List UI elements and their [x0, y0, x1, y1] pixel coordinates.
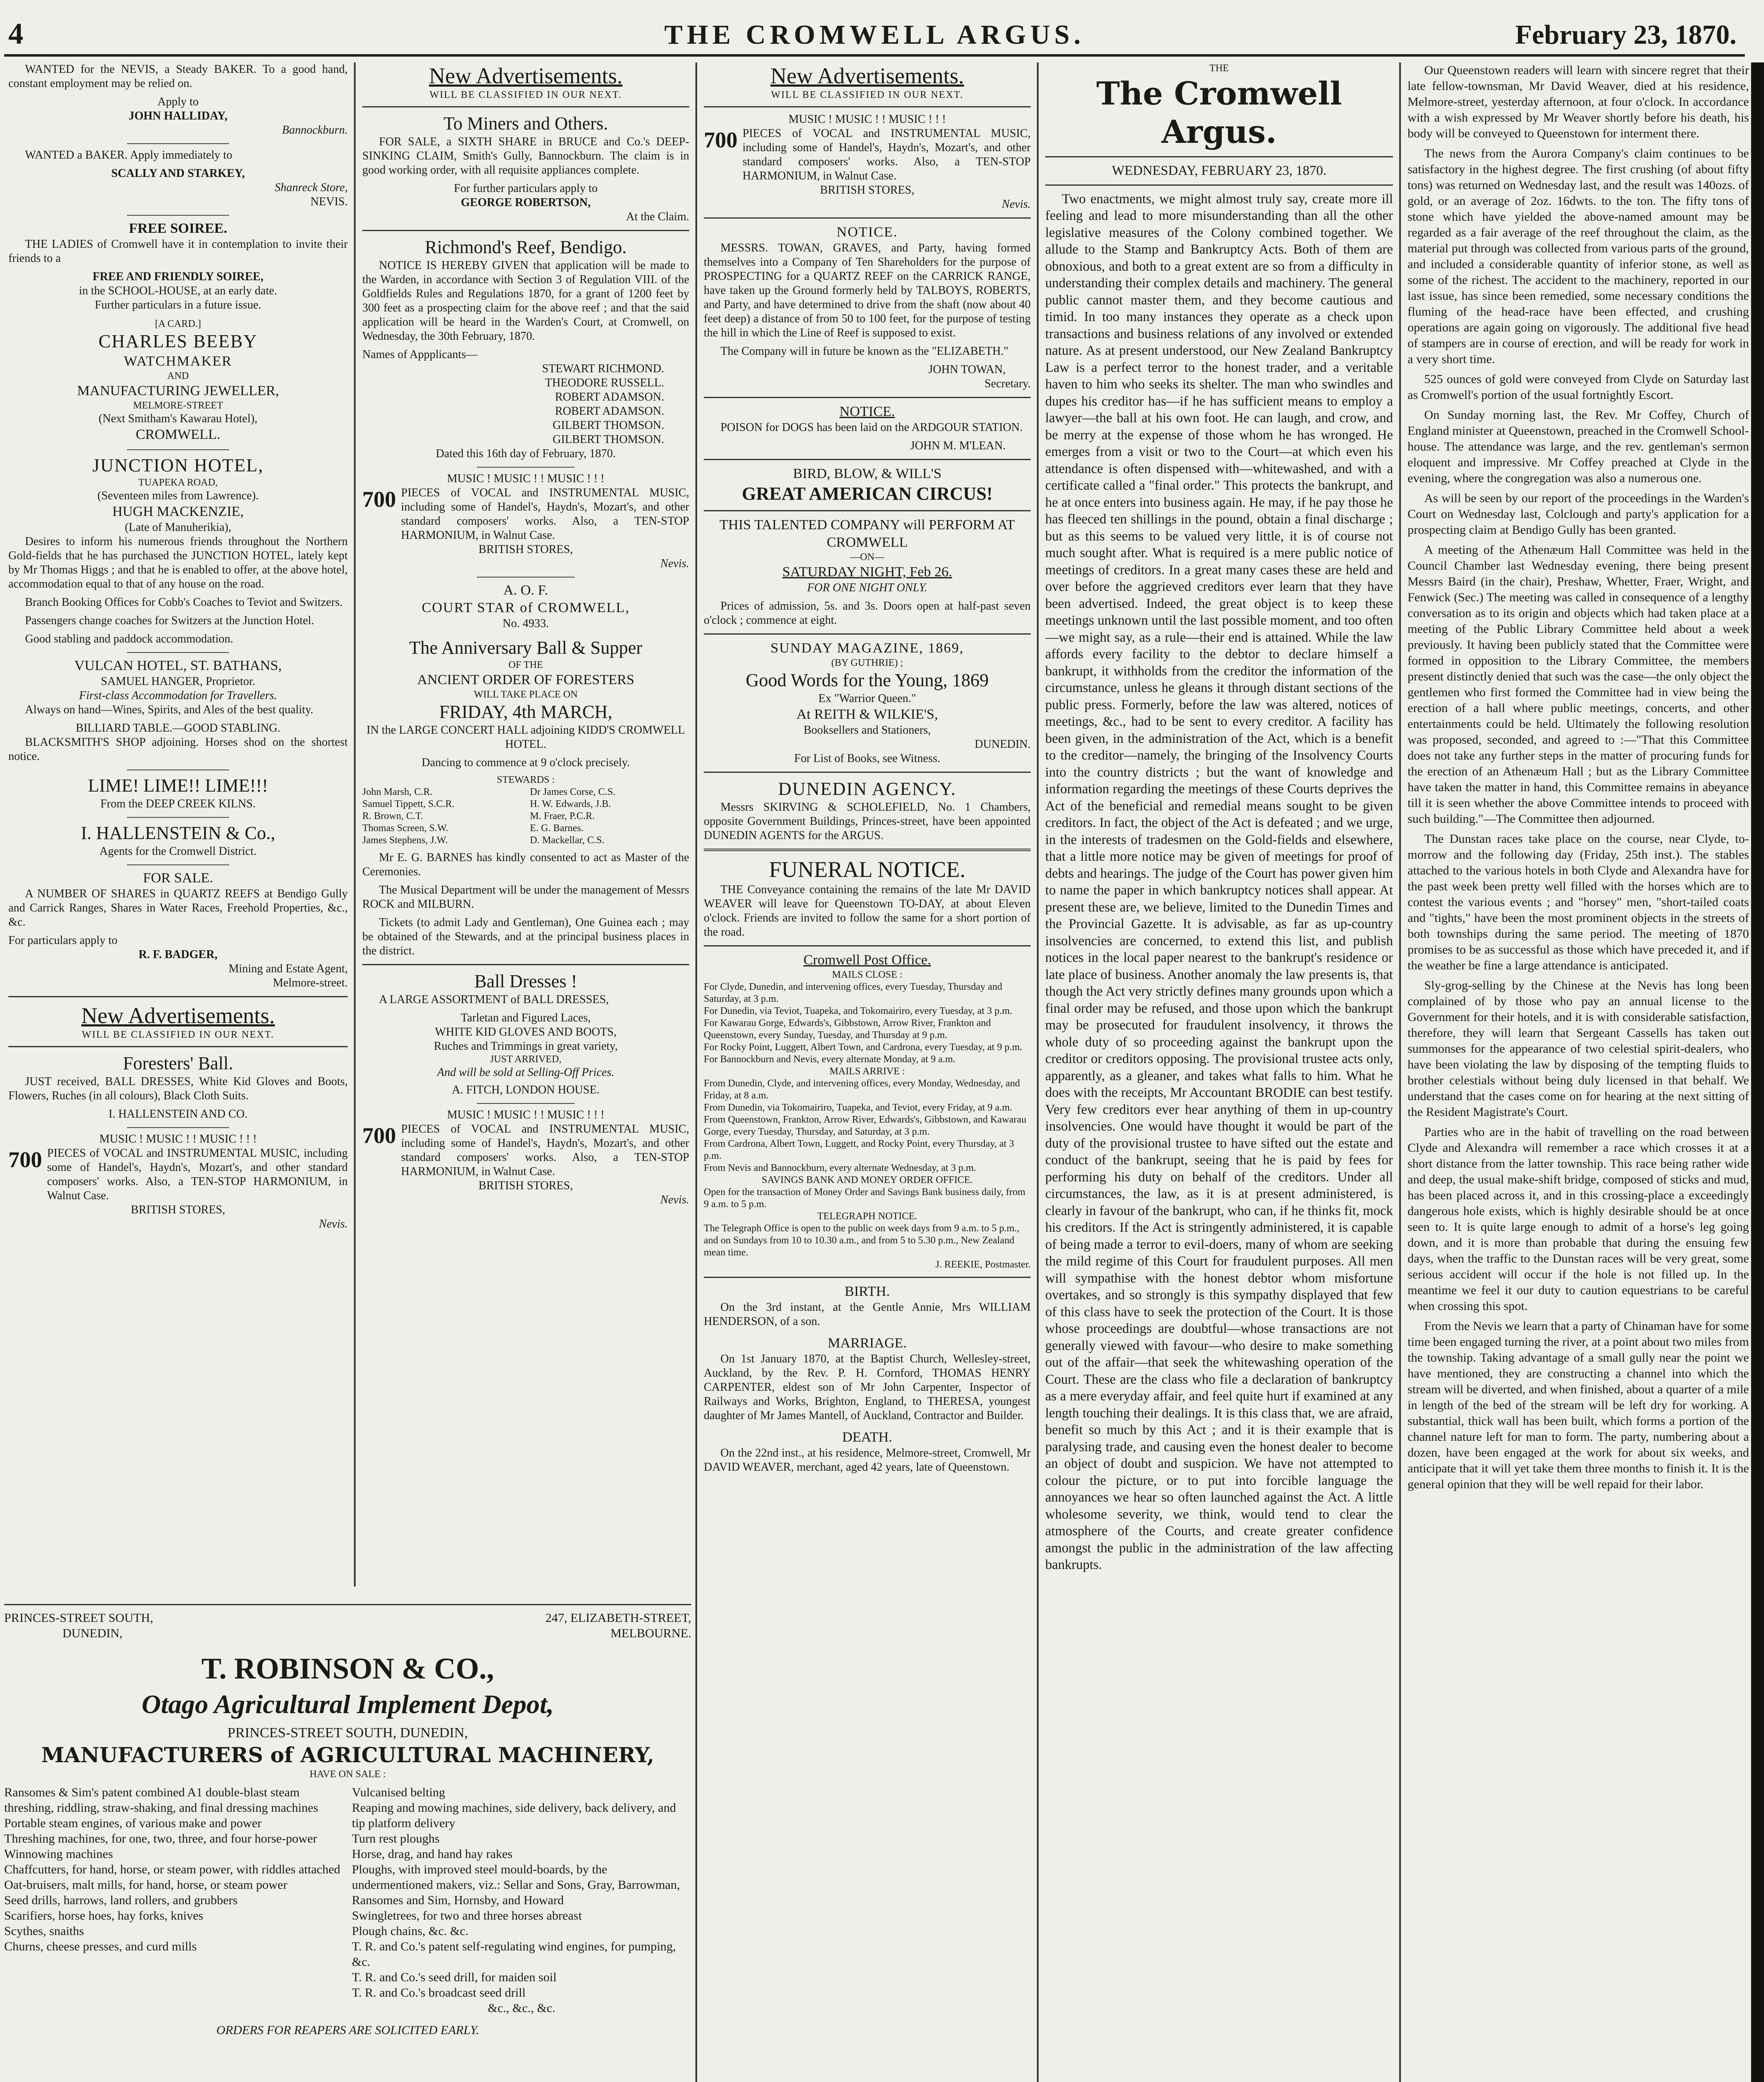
- ad-heading: Richmond's Reef, Bendigo.: [425, 237, 627, 257]
- ad-name: A. FITCH, LONDON HOUSE.: [452, 1083, 600, 1096]
- ad-text: Good stabling and paddock accommodation.: [25, 633, 233, 645]
- column-rule: [1037, 62, 1039, 2082]
- news-paragraph: The Dunstan races take place on the course, near Clyde, to-morrow and the following day (Friday, 25th inst.). The stables attached to the various hotels in both Clyde and Alexandra have for the past week been pretty well filled with the horses which are to contest the various events ; and "horsey" men, "short-tailed coats and "tights," have been the most prominent objects in the streets of both townships during the same period. The meeting of 1870 promises to be as successful as those which have preceded it, and if the weather be fine a large attendance is anticipated.: [1408, 832, 1749, 972]
- ad-line: Booksellers and Stationers,: [803, 724, 931, 737]
- mail-line: From Cardrona, Albert Town, Luggett, and Rocky Point, every Thursday, at 3 p.m.: [704, 1138, 1014, 1161]
- card-label: [A CARD.]: [155, 319, 201, 329]
- section-subheading: WILL BE CLASSIFIED IN OUR NEXT.: [82, 1029, 274, 1040]
- ad-text: Always on hand—Wines, Spirits, and Ales of the best quality.: [25, 703, 314, 716]
- ad-text: Tickets (to admit Lady and Gentleman), One Guinea each ; may be obtained of the Stewards, and at the principal business places in the district.: [362, 916, 689, 957]
- address-line: MELBOURNE.: [610, 1626, 691, 1640]
- ad-heading: DEATH.: [842, 1430, 892, 1445]
- ad-place: Shanreck Store,: [274, 181, 348, 194]
- ad-subheading: TELEGRAPH NOTICE.: [817, 1211, 917, 1222]
- product-item: Winnowing machines: [4, 1847, 113, 1861]
- mail-line: Open for the transaction of Money Order and Savings Bank business daily, from 9 a.m. to 5 p.m.: [704, 1187, 1026, 1210]
- ad-heading: CHARLES BEEBY: [98, 331, 258, 351]
- ad-name: BRITISH STORES,: [478, 543, 573, 556]
- product-item: T. R. and Co.'s broadcast seed drill: [352, 1986, 526, 2000]
- ad-line: Secretary.: [984, 377, 1031, 390]
- ad-vulcan: [8, 657, 348, 764]
- mail-line: The Telegraph Office is open to the public on week days from 9 a.m. to 5 p.m., and on Sundays from 10 to 10.30 a.m., and from 5 to 5.30 p.m., New Zealand mean time.: [704, 1223, 1019, 1258]
- ad-name: BRITISH STORES,: [820, 184, 914, 197]
- ad-text: On 1st January 1870, at the Baptist Church, Wellesley-street, Auckland, by the Rev. P. H. Cornford, THOMAS HENRY CARPENTER, eldest son of Mr John Carpenter, Inspector of Railways and Works, Brighton, England, to THERESA, youngest daughter of Mr James Mantell, of Auckland, Contractor and Builder.: [704, 1352, 1031, 1422]
- steward: Dr James Corse, C.S.: [530, 787, 615, 797]
- ad-line: —ON—: [850, 552, 884, 563]
- steward: M. Fraer, P.C.R.: [530, 811, 595, 822]
- ad-line: Further particulars in a future issue.: [95, 299, 262, 311]
- column-rule: [1399, 62, 1401, 2082]
- ad-heading: JUNCTION HOTEL,: [92, 455, 264, 476]
- mail-line: From Dunedin, Clyde, and intervening offices, every Monday, Wednesday, and Friday, at 8 a.m.: [704, 1078, 1020, 1101]
- ad-text: WANTED for the NEVIS, a Steady BAKER. To a good hand, constant employment may be relied on.: [8, 63, 348, 90]
- product-item: Portable steam engines, of various make and power: [4, 1816, 262, 1830]
- ad-anniversary-ball: [362, 637, 689, 958]
- ad-line: ANCIENT ORDER OF FORESTERS: [417, 672, 635, 687]
- ad-place: Nevis.: [1002, 198, 1031, 211]
- ad-line: At the Claim.: [626, 210, 689, 223]
- ad-place: Nevis.: [660, 557, 689, 570]
- steward: John Marsh, C.R.: [362, 787, 433, 797]
- ad-heading: Foresters' Ball.: [123, 1053, 233, 1073]
- ad-text: Mr E. G. BARNES has kindly consented to act as Master of the Ceremonies.: [362, 851, 689, 878]
- ad-line: HAVE ON SALE :: [309, 1769, 386, 1780]
- steward: E. G. Barnes.: [530, 823, 584, 834]
- birth-notice: [704, 1283, 1031, 1329]
- ad-aof: [362, 582, 689, 631]
- product-item: Scythes, snaiths: [4, 1924, 84, 1938]
- column-rule: [354, 62, 356, 1586]
- ad-line: AND: [167, 371, 189, 381]
- section-heading: New Advertisements.: [770, 63, 964, 88]
- ad-text: The Musical Department will be under the management of Messrs ROCK and MILBURN.: [362, 884, 689, 911]
- ad-line: Dancing to commence at 9 o'clock precisely.: [421, 756, 630, 769]
- news-paragraph: A meeting of the Athenæum Hall Committee was held in the Council Chamber last Wednesday evening, there being present Messrs Baird (in the chair), Preshaw, Whetter, Fraer, Wright, and Fenwick (Sec.) The meeting was called in consequence of a lengthy conversation as to its origin and objects which had taken place at a meeting of the Public Library Committee held about a week previously. It having been publicly stated that the Committee were formed in opposition to the Library Committee, the members present distinctly denied that such was the case—the only object the gentlemen who first formed the Committee had in view being the erection of a hall where public meetings, concerts, and other entertainments could be held. Ultimately the following resolution was proposed, seconded, and agreed to :—"That this Committee does not take any further steps in the matter of procuring funds for the erection of an Athenæum Hall ; but as the Library Committee have taken the matter in hand, this Committee remains in abeyance till it is seen whether the above Committee intends to proceed with such building."—The Committee then adjourned.: [1408, 543, 1749, 826]
- ad-line: BILLIARD TABLE.—GOOD STABLING.: [75, 722, 281, 735]
- ad-line: (BY GUTHRIE) ;: [831, 657, 903, 668]
- ad-heading: FUNERAL NOTICE.: [769, 857, 966, 882]
- ad-line: MANUFACTURING JEWELLER,: [77, 383, 279, 398]
- mail-line: For Kawarau Gorge, Edwards's, Gibbstown, Arrow River, Frankton and Queenstown, every Sunday, Tuesday, and Thursday at 9 p.m.: [704, 1018, 991, 1041]
- product-item: T. R. and Co.'s patent self-regulating wind engines, for pumping, &c.: [352, 1940, 676, 1969]
- ad-name: JOHN TOWAN,: [928, 363, 1006, 376]
- product-item: Seed drills, harrows, land rollers, and grubbers: [4, 1893, 238, 1907]
- address-line: PRINCES-STREET SOUTH,: [4, 1611, 153, 1625]
- steward: Thomas Screen, S.W.: [362, 823, 448, 834]
- applicant: GILBERT THOMSON.: [553, 419, 664, 432]
- ad-heading: BIRTH.: [845, 1284, 890, 1299]
- section-subheading: WILL BE CLASSIFIED IN OUR NEXT.: [771, 90, 964, 100]
- ad-line: WILL TAKE PLACE ON: [473, 689, 578, 700]
- editorial-dateline: WEDNESDAY, FEBRUARY 23, 1870.: [1111, 163, 1327, 178]
- ad-place: Nevis.: [660, 1193, 689, 1206]
- news-paragraph: The news from the Aurora Company's claim continues to be satisfactory in the highest degree. The first crushing (of about fifty tons) was returned on Wednesday last, and the result was 140ozs. of gold, or an average of 2oz. 16dwts. to the ton. The fifty tons of stone which have yielded the above-named amount may be regarded as a fair average of the reef throughout the claim, as the material put through was collected from various parts of the ground, and included a considerable quantity of inferior stone, as well as some of the richest. The accident to the machinery, reported in our last issue, has since been remedied, some necessary conditions the fluming of the head-race have been effected, and crushing operations are again going on vigorously. The additional five head of stampers are in course of erection, and will be ready for work in a very short time.: [1408, 147, 1749, 366]
- ad-text: A NUMBER OF SHARES in QUARTZ REEFS at Bendigo Gully and Carrick Ranges, Shares in Water Races, Freehold Properties, &c., &c.: [8, 887, 348, 929]
- product-item: Turn rest ploughs: [352, 1832, 440, 1845]
- product-item: Threshing machines, for one, two, three, and four horse-power: [4, 1832, 317, 1845]
- ad-music: [704, 112, 1031, 212]
- ad-heading: FOR SALE.: [143, 870, 213, 886]
- ad-subheading: MAILS ARRIVE :: [829, 1066, 905, 1077]
- ad-number: 700: [362, 487, 396, 512]
- ad-beeby: [8, 330, 348, 443]
- ad-line: FOR ONE NIGHT ONLY.: [807, 581, 927, 594]
- ad-text: THE Conveyance containing the remains of the late Mr DAVID WEAVER will leave for Queenstown TO-DAY, at about Eleven o'clock. Friends are invited to follow the same for a short portion of the road.: [704, 883, 1031, 939]
- ad-heading: To Miners and Others.: [443, 113, 608, 134]
- ad-text: PIECES of VOCAL and INSTRUMENTAL MUSIC, including some of Handel's, Haydn's, Mozart's, and other standard composers' works. Also, a TEN-STOP HARMONIUM, in Walnut Case.: [47, 1147, 348, 1202]
- ad-sunday-magazine: [704, 640, 1031, 766]
- ad-line: No. 4933.: [502, 617, 549, 630]
- ad-line: WHITE KID GLOVES AND BOOTS,: [435, 1026, 617, 1039]
- masthead: [4, 12, 1745, 57]
- ad-name: BRITISH STORES,: [478, 1179, 573, 1192]
- ad-text: BLACKSMITH'S SHOP adjoining. Horses shod on the shortest notice.: [8, 736, 348, 763]
- ad-text: MESSRS. TOWAN, GRAVES, and Party, having formed themselves into a Company of Ten Shareholders for the purpose of PROSPECTING for a QUARTZ REEF on the CARRICK RANGE, have taken up the Ground formerly held by TALBOYS, ROBERTS, and Party, and have determined to drive from the shaft (now about 40 feet deep) a distance of from 50 to 100 feet, for the purpose of testing the hill in which the Line of Reef is supposed to exist.: [704, 242, 1031, 339]
- ad-music: [362, 1108, 689, 1207]
- ad-junction: [8, 454, 348, 646]
- ad-place: Bannockburn.: [282, 124, 348, 137]
- ad-name: R. F. BADGER,: [138, 948, 218, 961]
- ad-number: 700: [704, 127, 737, 152]
- applicant: GILBERT THOMSON.: [553, 433, 664, 446]
- ad-line: in the SCHOOL-HOUSE, at an early date.: [79, 284, 277, 297]
- ad-name: J. REEKIE, Postmaster.: [935, 1259, 1031, 1270]
- page-number: 4: [8, 17, 23, 50]
- death-notice: [704, 1429, 1031, 1474]
- ad-place: NEVIS.: [310, 195, 348, 208]
- ad-line: Ex "Warrior Queen.": [818, 692, 916, 705]
- ad-soiree: [8, 220, 348, 312]
- ad-name: SCALLY AND STARKEY,: [111, 167, 245, 180]
- ad-heading: COURT STAR of CROMWELL,: [421, 600, 630, 615]
- ad-text: PIECES of VOCAL and INSTRUMENTAL MUSIC, including some of Handel's, Haydn's, Mozart's, and other standard composers' works. Also, a TEN-STOP HARMONIUM, in Walnut Case.: [401, 486, 689, 542]
- ad-heading: MUSIC ! MUSIC ! ! MUSIC ! ! !: [447, 1108, 605, 1121]
- product-item: Horse, drag, and hand hay rakes: [352, 1847, 513, 1861]
- section-heading: New Advertisements.: [429, 63, 623, 88]
- ad-text: Prices of admission, 5s. and 3s. Doors open at half-past seven o'clock ; commence at eight.: [704, 600, 1031, 627]
- ad-heading: GREAT AMERICAN CIRCUS!: [742, 483, 993, 504]
- ad-line: IN the LARGE CONCERT HALL adjoining KIDD'S CROMWELL HOTEL.: [366, 724, 685, 751]
- ad-line: MELMORE-STREET: [133, 400, 223, 411]
- ad-heading: A. O. F.: [503, 583, 548, 598]
- ad-heading: LIME! LIME!! LIME!!!: [88, 775, 268, 796]
- editorial-paragraph: Two enactments, we might almost truly say, create more ill feeling and lead to more misunderstanding than all the other legislative measures of the Colony combined together. We allude to the Stamp and Bankruptcy Acts. Both of them are obnoxious, and both to a great extent are so from a difficulty in understanding their complex details and machinery. The general public cannot master them, and they become cautious and timid. In too many instances they operate as a check upon transactions and business relations of any involved or extended nature. As at present understood, our New Zealand Bankruptcy Law is a perfect terror to the honest trader, and a veritable haven to him who seeks its shelter. The man who swindles and dupes his creditor has—if he has sufficient means to employ a lawyer—the ball at his own foot. He can laugh, and crow, and be merry at the expense of those whom he has wronged. He emerges from a visit or two to the Court—at which even his attendance is often dispensed with—whitewashed, and with a certificate called a "final order." This protects the bankrupt, and he at once enters into business again. He may, if he pay those he has fleeced ten shillings in the pound, obtain a final discharge ; but as this seems to be valued very little, it is of course not much sought after. What is required is a mere public notice of meetings of creditors. In a great many cases these are held and over before the aggrieved creditors ever learn that they have been advertised. Indeed, the great object is to keep these meetings unknown until the last possible moment, and too often—we might say, as a rule—their end is attained. While the law affords every facility to the debtor to declare himself a bankrupt, it withholds from the creditor the information of the circumstance, unless he gleans it through distant sections of the public press. Formerly, before the law was altered, notices of meetings, &c., had to be sent to every creditor. A facility has been given, in the administration of the Act, which is a benefit to the creditor—namely, the bringing of the Insolvency Courts into the country districts ; but the want of knowledge and information regarding the meetings of these Courts deprives the Act of the beneficial and remedial means sought to be given creditors. In fact, the object of the Act is defeated ; and we urge, in the interests of tradesmen on the Gold-fields and elsewhere, that a little more notice may be given of meetings for proof of debts and hearings. The judge of the Court has power given him to name the paper in which bankruptcy notices shall appear. At present these are, we believe, limited to the Dunedin Times and the Provincial Gazette. It is advisable, as far as up-country insolvencies are concerned, to extend this list, and publish notices in the local paper nearest to the bankrupt's residence or late place of business. Another anomaly the law presents is, that though the Act very strictly defines many grounds upon which a final order may be refused, and those upon which the bankrupt may be prosecuted for fraudulent insolvency, it throws the whole duty of so proceeding against the bankrupt upon the creditor or creditors opposing. The provisional trustee acts only, apparently, as a gleaner, and takes what falls to him. What he does with the receipts, Mr Accountant BRODIE can best testify. Very few creditors ever hear anything of them in up-country insolvencies. One would have thought it would be part of the duty of the provisional trustee to have sifted out the estate and conduct of the bankrupt, seeing that he is paid by fees for performing his duty on behalf of the creditors. Under all circumstances, the law, as it is at present administered, is clearly in favour of the bankrupt, who can, if he thinks fit, mock his creditors. If the Act is stringently administered, it is capable of being made a terror to evil-doers, many of whom are seeking the mild regime of this Court for fraudulent purposes. All men will sympathise with the honest debtor whom misfortune overtakes, and so strongly is this sympathy displayed that few of this class have to seek the protection of the Court. It is those whose proceedings are doubtful—whose transactions are not generally viewed with favour—who desire to make something out of the affair—that seek the whitewashing operation of the Court. These are the class who file a declaration of bankruptcy as a mere everyday affair, and feel quite hurt if examined at any length touching their dealings. It is this class that, we are afraid, benefit so much by this Act ; and it is their example that is paralysing trade, and causing even the honest dealer to become an object of doubt and suspicion. We have not attempted to colour the picture, or to put into forcible language the annoyances we hear so often launched against the Act. A little wholesome severity, we think, would tend to clear the atmosphere of the Courts, and create greater confidence amongst the public in the administration of the law affecting bankrupts.: [1045, 191, 1393, 1572]
- news-paragraph: Sly-grog-selling by the Chinese at the Nevis has long been complained of by those who pay an annual license to the Government for their hotels, and it is with considerable satisfaction, therefore, they will learn that Sergeant Cassells has taken out summonses for the appearance of two celestial spirit-dealers, who have been violating the law by disposing of the tempting fluids to brother celestials without being duly licensed in that behalf. We understand that the cases come on for hearing at the next sitting of the Resident Magistrate's Court.: [1408, 979, 1749, 1119]
- ad-line: FREE AND FRIENDLY SOIREE,: [92, 270, 264, 283]
- ad-text: NOTICE IS HEREBY GIVEN that application will be made to the Warden, in accordance with Section 3 of Regulation VIII. of the Goldfields Rules and Regulations 1870, for a grant of 1200 feet by 300 feet as a prospecting claim for the above reef ; and that the said application will be heard in the Warden's Court, at Cromwell, on Wednesday, the 30th February, 1870.: [362, 259, 689, 343]
- news-paragraph: On Sunday morning last, the Rev. Mr Coffey, Church of England minister at Queenstown, preached in the Cromwell School-house. The attendance was large, and the rev. gentleman's sermon eloquent and impressive. Mr Coffey preached at Clyde in the evening, where the congregation was also a numerous one.: [1408, 408, 1749, 485]
- funeral-notice: [704, 856, 1031, 939]
- ad-heading: Otago Agricultural Implement Depot,: [142, 1689, 554, 1719]
- applicant: STEWART RICHMOND.: [542, 362, 664, 375]
- section-heading: New Advertisements.: [81, 1003, 275, 1028]
- ad-heading: Ball Dresses !: [474, 971, 577, 991]
- applicant: THEODORE RUSSELL.: [545, 376, 664, 389]
- page-edge: [1751, 62, 1764, 2082]
- ad-text: A LARGE ASSORTMENT of BALL DRESSES,: [379, 993, 609, 1006]
- ad-line: (Late of Manuherikia),: [125, 521, 232, 534]
- ad-number: 700: [362, 1123, 396, 1148]
- ad-heading: FREE SOIREE.: [129, 221, 227, 236]
- ad-heading: Cromwell Post Office.: [803, 952, 931, 968]
- marriage-notice: [704, 1335, 1031, 1423]
- ad-heading: Good Words for the Young, 1869: [745, 670, 989, 690]
- news-paragraph: As will be seen by our report of the proceedings in the Warden's Court on Wednesday last, Colclough and party's application for a prospecting claim at Bendigo Gully has been granted.: [1408, 491, 1749, 537]
- ad-text: JUST received, BALL DRESSES, White Kid Gloves and Boots, Flowers, Ruches (in all colours), Black Cloth Suits.: [8, 1075, 348, 1102]
- ad-richmond: [362, 236, 689, 461]
- ad-line: Tarletan and Figured Laces,: [461, 1011, 591, 1024]
- ad-line: OF THE: [508, 660, 543, 670]
- news-paragraph: From the Nevis we learn that a party of Chinaman have for some time been engaged turning the river, at a point about two miles from the township. Taking advantage of a small gully near the point we have mentioned, they are constructing a channel into which the stream will be diverted, and when finished, about a quarter of a mile in length of the bed of the stream will be left dry for working. A substantial, thick wall has been built, which forms a portion of the channel nature left for man to form. The party, numbering about a dozen, have been engaged at the work for about six weeks, and anticipate that it will yet take them three months to finish it. It is the general opinion that they will be well repaid for their labor.: [1408, 1319, 1749, 1491]
- ad-heading: NOTICE.: [839, 404, 895, 419]
- ad-text: Desires to inform his numerous friends throughout the Northern Gold-fields that he has purchased the JUNCTION HOTEL, lately kept by Mr Thomas Higgs ; and that he is enabled to offer, at the above hotel, accommodation equal to that of any house on the road.: [8, 535, 348, 590]
- ad-name: BRITISH STORES,: [131, 1203, 225, 1216]
- product-item: Scarifiers, horse hoes, hay forks, knives: [4, 1909, 204, 1923]
- mail-line: For Bannockburn and Nevis, every alternate Monday, at 9 a.m.: [704, 1054, 956, 1065]
- column-4-leader: THE The Cromwell Argus. WEDNESDAY, FEBRUARY 23, 1870. Two enactments, we might almost truly say, create more ill feeling and lead to more misunderstanding than all the other legislative measures of the Colony combined together. We allude to the Stamp and Bankruptcy Acts. Both of them are obnoxious, and both to a great extent are so from a difficulty in understanding their complex details and machinery. The general public cannot master them, and they become cautious and timid. In too many instances they operate as a check upon transactions and business relations of any involved or extended nature. As at present understood, our New Zealand Bankruptcy Law is a perfect terror to the honest trader, and a veritable haven to him who seeks its shelter. The man who swindles and dupes his creditor has—if he has sufficient means to employ a lawyer—the ball at his own foot. He can laugh, and crow, and be merry at the expense of those whom he has wronged. He emerges from a visit or two to the Court—at which even his attendance is often dispensed with—whitewashed, and with a certificate called a "final order." This protects the bankrupt, and he at once enters into business again. He may, if he pay those he has fleeced ten shillings in the pound, obtain a final discharge ; but as this seems to be valued very little, it is of course not much sought after. What is required is a mere public notice of meetings of creditors. In a great many cases these are held and over before the aggrieved creditors ever learn that they have been advertised. Indeed, the great object is to keep these meetings unknown until the last possible moment, and too often—we might say, as a rule—their end is attained. While the law affords every facility to the debtor to declare himself a bankrupt, it withholds from the creditor the information of the circumstance, unless he gleans it through distant sections of the public press. Formerly, before the law was altered, notices of meetings, &c., had to be sent to every creditor. A facility has been given, in the administration of the Act, which is a benefit to the creditor—namely, the bringing of the Insolvency Courts into the country districts ; but the want of knowledge and information regarding the meetings of these Courts deprives the Act of the beneficial and remedial means sought to be given creditors. In fact, the object of the Act is defeated ; and we urge, in the interests of tradesmen on the Gold-fields and elsewhere, that a little more notice may be given of meetings for proof of debts and hearings. The judge of the Court has power given him to name the paper in which bankruptcy notices shall appear. At present these are, we believe, limited to the Dunedin Times and the Provincial Gazette. It is advisable, as far as up-country insolvencies are concerned, to extend this list, and publish notices in the local paper nearest to the bankrupt's residence or late place of business. Another anomaly the law presents is, that though the Act very strictly defines many grounds upon which a final order may be refused, and those upon which the bankrupt may be prosecuted for fraudulent insolvency, it throws the whole duty of so proceeding against the bankrupt upon the creditor or creditors opposing. The provisional trustee acts only, apparently, as a gleaner, and takes what falls to him. What he does with the receipts, Mr Accountant BRODIE can best testify. Very few creditors ever hear anything of them in up-country insolvencies. One would have thought it would be part of the duty of the provisional trustee to have sifted out the estate and conduct of the bankrupt, seeing that he is paid by fees for performing his duty on behalf of the creditors. Under all circumstances, the law, as it is at present administered, is clearly in favour of the bankrupt, who can, if he thinks fit, mock his creditors. If the Act is stringently administered, it is capable of being made a terror to evil-doers, many of whom are seeking the mild regime of this Court for fraudulent purposes. All men will sympathise with the honest debtor whom misfortune overtakes, and so strongly is this sympathy displayed that few of this class have to seek the protection of the Court. It is those whose proceedings are doubtful—whose transactions are not generally viewed with favour—who desire to make something out of the affair—that seek the whitewashing operation of the Court. These are the class who file a declaration of bankruptcy as a mere everyday affair, and feel quite hurt if examined at any length touching their dealings. It is this class that, we are afraid, benefit so much by this Act ; and it is their example that is paralysing trade, and causing even the honest dealer to become an object of doubt and suspicion. We have not attempted to colour the picture, or to put into forcible language the annoyances we hear so often launched against the Act. A little wholesome severity, we think, would tend to clear the atmosphere of the Courts, and create greater confidence amongst the public in the administration of the law affecting bankrupts.: [1045, 62, 1393, 2082]
- ad-dunedin-agency: [704, 778, 1031, 843]
- ad-line: For List of Books, see Witness.: [794, 752, 940, 765]
- column-rule: [695, 62, 697, 2082]
- ad-name: JOHN HALLIDAY,: [128, 110, 228, 122]
- ad-forsale: [8, 869, 348, 990]
- product-item: Swingletrees, for two and three horses abreast: [352, 1909, 582, 1923]
- ad-heading: The Anniversary Ball & Supper: [409, 638, 643, 658]
- news-paragraph: Our Queenstown readers will learn with sincere regret that their late fellow-townsman, Mr David Weaver, died at his residence, Melmore-street, yesterday afternoon, at four o'clock. In accordance with a wish expressed by Mr Weaver shortly before his death, his body will be conveyed to Queenstown for interment there.: [1408, 63, 1749, 140]
- product-item: Oat-bruisers, malt mills, for hand, horse, or steam power: [4, 1878, 287, 1892]
- ad-line: At REITH & WILKIE'S,: [796, 707, 938, 722]
- address-line: 247, ELIZABETH-STREET,: [545, 1611, 691, 1625]
- product-item: Churns, cheese presses, and curd mills: [4, 1940, 197, 1953]
- ad-subheading: SAVINGS BANK AND MONEY ORDER OFFICE.: [762, 1175, 973, 1185]
- ad-text: On the 22nd inst., at his residence, Melmore-street, Cromwell, Mr DAVID WEAVER, merchant, aged 42 years, late of Queenstown.: [704, 1447, 1031, 1474]
- ad-text: Branch Booking Offices for Cobb's Coaches to Teviot and Switzers.: [25, 596, 343, 609]
- ad-text: On the 3rd instant, at the Gentle Annie, Mrs WILLIAM HENDERSON, of a son.: [704, 1301, 1031, 1328]
- ad-circus: [704, 465, 1031, 628]
- ad-miners: [362, 112, 689, 224]
- ad-line: Apply to: [157, 95, 199, 108]
- ad-text: Passengers change coaches for Switzers at the Junction Hotel.: [25, 614, 314, 627]
- ad-text: PIECES of VOCAL and INSTRUMENTAL MUSIC, including some of Handel's, Haydn's, Mozart's, and other standard composers' works. Also, a TEN-STOP HARMONIUM, in Walnut Case.: [742, 127, 1031, 182]
- ad-scally: [8, 148, 348, 209]
- address-line: DUNEDIN,: [62, 1626, 123, 1640]
- mail-line: For Clyde, Dunedin, and intervening offices, every Tuesday, Thursday and Saturday, at 3 p.m.: [704, 981, 1002, 1004]
- ad-heading: MUSIC ! MUSIC ! ! MUSIC ! ! !: [447, 472, 605, 485]
- applicant: ROBERT ADAMSON.: [555, 391, 664, 403]
- ad-text: POISON for DOGS has been laid on the ARDGOUR STATION.: [720, 421, 1023, 434]
- column-5-local-news: [1408, 62, 1749, 2082]
- ad-heading: T. ROBINSON & CO.,: [201, 1652, 494, 1685]
- steward: H. W. Edwards, J.B.: [530, 799, 611, 809]
- ad-line: SATURDAY NIGHT, Feb 26.: [782, 564, 952, 580]
- ad-line: (Next Smitham's Kawarau Hotel),: [98, 412, 258, 425]
- product-item: Plough chains, &c. &c.: [352, 1924, 468, 1938]
- ad-line: Names of Appplicants—: [362, 348, 478, 361]
- ad-line: WATCHMAKER: [124, 354, 232, 369]
- ad-heading: MUSIC ! MUSIC ! ! MUSIC ! ! !: [788, 113, 946, 126]
- ad-heading: MUSIC ! MUSIC ! ! MUSIC ! ! !: [99, 1133, 257, 1146]
- ad-line: For further particulars apply to: [453, 182, 598, 195]
- ad-lime: [8, 775, 348, 811]
- ad-name: I. HALLENSTEIN AND CO.: [108, 1108, 248, 1121]
- ad-ball-dresses: [362, 970, 689, 1097]
- ad-number: 700: [8, 1147, 42, 1172]
- ad-text: The Company will in future be known as the "ELIZABETH.": [720, 345, 1009, 358]
- ad-line: Melmore-street.: [273, 976, 348, 989]
- ad-line: THIS TALENTED COMPANY will PERFORM AT CROMWELL: [719, 517, 1015, 550]
- ad-subheading: MAILS CLOSE :: [832, 969, 903, 980]
- ad-line: TUAPEKA ROAD,: [138, 477, 218, 488]
- ad-line: And will be sold at Selling-Off Prices.: [437, 1066, 615, 1079]
- ad-place: Nevis.: [319, 1218, 348, 1230]
- ad-line: SAMUEL HANGER, Proprietor.: [101, 675, 255, 688]
- ad-text: THE LADIES of Cromwell have it in contemplation to invite their friends to a: [8, 238, 348, 265]
- ad-place: DUNEDIN.: [974, 738, 1031, 751]
- ad-text: Messrs SKIRVING & SCHOLEFIELD, No. 1 Chambers, opposite Government Buildings, Princes-street, have been appointed DUNEDIN AGENTS for the ARGUS.: [704, 801, 1031, 842]
- issue-date: February 23, 1870.: [1515, 20, 1737, 50]
- product-item: T. R. and Co.'s seed drill, for maiden soil: [352, 1970, 557, 1984]
- ad-name: GEORGE ROBERTSON,: [461, 196, 591, 209]
- mail-line: For Rocky Point, Luggett, Albert Town, and Cardrona, every Tuesday, at 9 p.m.: [704, 1042, 1022, 1053]
- ad-line: STEWARDS :: [496, 775, 555, 785]
- steward: D. Mackellar, C.S.: [530, 835, 605, 846]
- ad-line: Mining and Estate Agent,: [228, 962, 348, 975]
- ad-heading: DUNEDIN AGENCY.: [778, 779, 957, 799]
- steward: James Stephens, J.W.: [362, 835, 448, 846]
- ad-line: Agents for the Cromwell District.: [99, 845, 257, 858]
- post-office-notice: [704, 951, 1031, 1271]
- section-subheading: WILL BE CLASSIFIED IN OUR NEXT.: [429, 90, 622, 100]
- column-3: [704, 62, 1031, 2082]
- mail-line: From Nevis and Bannockburn, every alternate Wednesday, at 3 p.m.: [704, 1163, 976, 1173]
- ad-line: Dated this 16th day of February, 1870.: [436, 447, 616, 460]
- ad-text: FOR SALE, a SIXTH SHARE in BRUCE and Co.'s DEEP-SINKING CLAIM, Smith's Gully, Bannockburn. The claim is in good working order, with all requisite appliances complete.: [362, 135, 689, 177]
- product-item: Vulcanised belting: [352, 1786, 445, 1799]
- ad-line: PRINCES-STREET SOUTH, DUNEDIN,: [227, 1725, 468, 1741]
- ad-heading: VULCAN HOTEL, ST. BATHANS,: [74, 658, 282, 673]
- ad-text: PIECES of VOCAL and INSTRUMENTAL MUSIC, including some of Handel's, Haydn's, Mozart's, and other standard composers' works. Also, a TEN-STOP HARMONIUM, in Walnut Case.: [401, 1123, 689, 1178]
- ad-heading: NOTICE.: [836, 224, 898, 240]
- ad-line: FRIDAY, 4th MARCH,: [439, 702, 613, 722]
- news-paragraph: 525 ounces of gold were conveyed from Clyde on Saturday last as Cromwell's portion of the usual fortnightly Escort.: [1408, 372, 1749, 402]
- ad-line: CROMWELL.: [135, 427, 221, 442]
- ad-halliday: [8, 62, 348, 137]
- ad-line: (Seventeen miles from Lawrence).: [97, 489, 259, 502]
- applicant: ROBERT ADAMSON.: [555, 405, 664, 418]
- ad-line: From the DEEP CREEK KILNS.: [100, 797, 256, 810]
- ad-footer: ORDERS FOR REAPERS ARE SOLICITED EARLY.: [216, 2023, 479, 2037]
- ad-text: WANTED a BAKER. Apply immediately to: [25, 149, 232, 162]
- ad-heading: SUNDAY MAGAZINE, 1869,: [770, 640, 964, 656]
- steward: Samuel Tippett, S.C.R.: [362, 799, 455, 809]
- mail-line: From Queenstown, Frankton, Arrow River, Edwards's, Gibbstown, and Kawarau Gorge, every Tuesday, Thursday, and Saturday, at 3 p.m.: [704, 1114, 1027, 1137]
- mail-line: From Dunedin, via Tokomairiro, Tuapeka, and Teviot, every Friday, at 9 a.m.: [704, 1102, 1012, 1113]
- ad-music: [362, 472, 689, 571]
- ad-hallenstein: [8, 822, 348, 859]
- ad-towan-notice: [704, 224, 1031, 391]
- ad-robinson: [4, 1599, 691, 2082]
- ad-line: Ruches and Trimmings in great variety,: [434, 1040, 618, 1053]
- ad-heading: BIRD, BLOW, & WILL'S: [793, 466, 942, 481]
- product-item: &c., &c., &c.: [488, 2001, 556, 2015]
- ad-foresters: [8, 1052, 348, 1121]
- ad-poison: [704, 403, 1031, 453]
- product-item: Chaffcutters, for hand, horse, or steam power, with riddles attached: [4, 1863, 341, 1876]
- product-item: Ransomes & Sim's patent combined A1 double-blast steam threshing, riddling, straw-shaking, and final dressing machines: [4, 1786, 319, 1815]
- ad-line: For particulars apply to: [8, 934, 118, 947]
- editorial-masthead: The Cromwell Argus.: [1096, 75, 1342, 150]
- ad-name: JOHN M. M'LEAN.: [910, 439, 1006, 452]
- ad-heading: MANUFACTURERS of AGRICULTURAL MACHINERY,: [41, 1743, 655, 1767]
- ad-heading: MARRIAGE.: [827, 1335, 907, 1351]
- steward: R. Brown, C.T.: [362, 811, 424, 822]
- product-item: Ploughs, with improved steel mould-boards, by the undermentioned makers, viz.: Sellar and Sons, Gray, Barrowman, Ransomes and Sim, Hornsby, and Howard: [352, 1863, 680, 1907]
- ad-line: First-class Accommodation for Travellers.: [79, 689, 277, 702]
- ad-heading: I. HALLENSTEIN & Co.,: [81, 823, 275, 843]
- ad-line: HUGH MACKENZIE,: [112, 504, 244, 519]
- news-paragraph: Parties who are in the habit of travelling on the road between Clyde and Alexandra will remember a race which crosses it at a short distance from the latter township. This race being rather wide and deep, the usual make-shift bridge, composed of sticks and mud, has been placed across it, and in this crossing-place a exceedingly dangerous hole exists, which is highly desirable should be at once seen to. It is quite large enough to admit of a horse's leg going down, and it is more than probable that during the ensuing few days, when the traffic to the Dunstan races will be very great, some serious accident will occur if the hole is not filled up. In the meantime we feel it our duty to caution equestrians to be careful when crossing this spot.: [1408, 1125, 1749, 1313]
- ad-music: [8, 1132, 348, 1231]
- paper-title: THE CROMWELL ARGUS.: [664, 20, 1085, 50]
- mail-line: For Dunedin, via Teviot, Tuapeka, and Tokomairiro, every Tuesday, at 3 p.m.: [704, 1006, 1012, 1016]
- product-item: Reaping and mowing machines, side delivery, back delivery, and tip platform delivery: [352, 1801, 676, 1830]
- ad-line: JUST ARRIVED,: [490, 1054, 562, 1065]
